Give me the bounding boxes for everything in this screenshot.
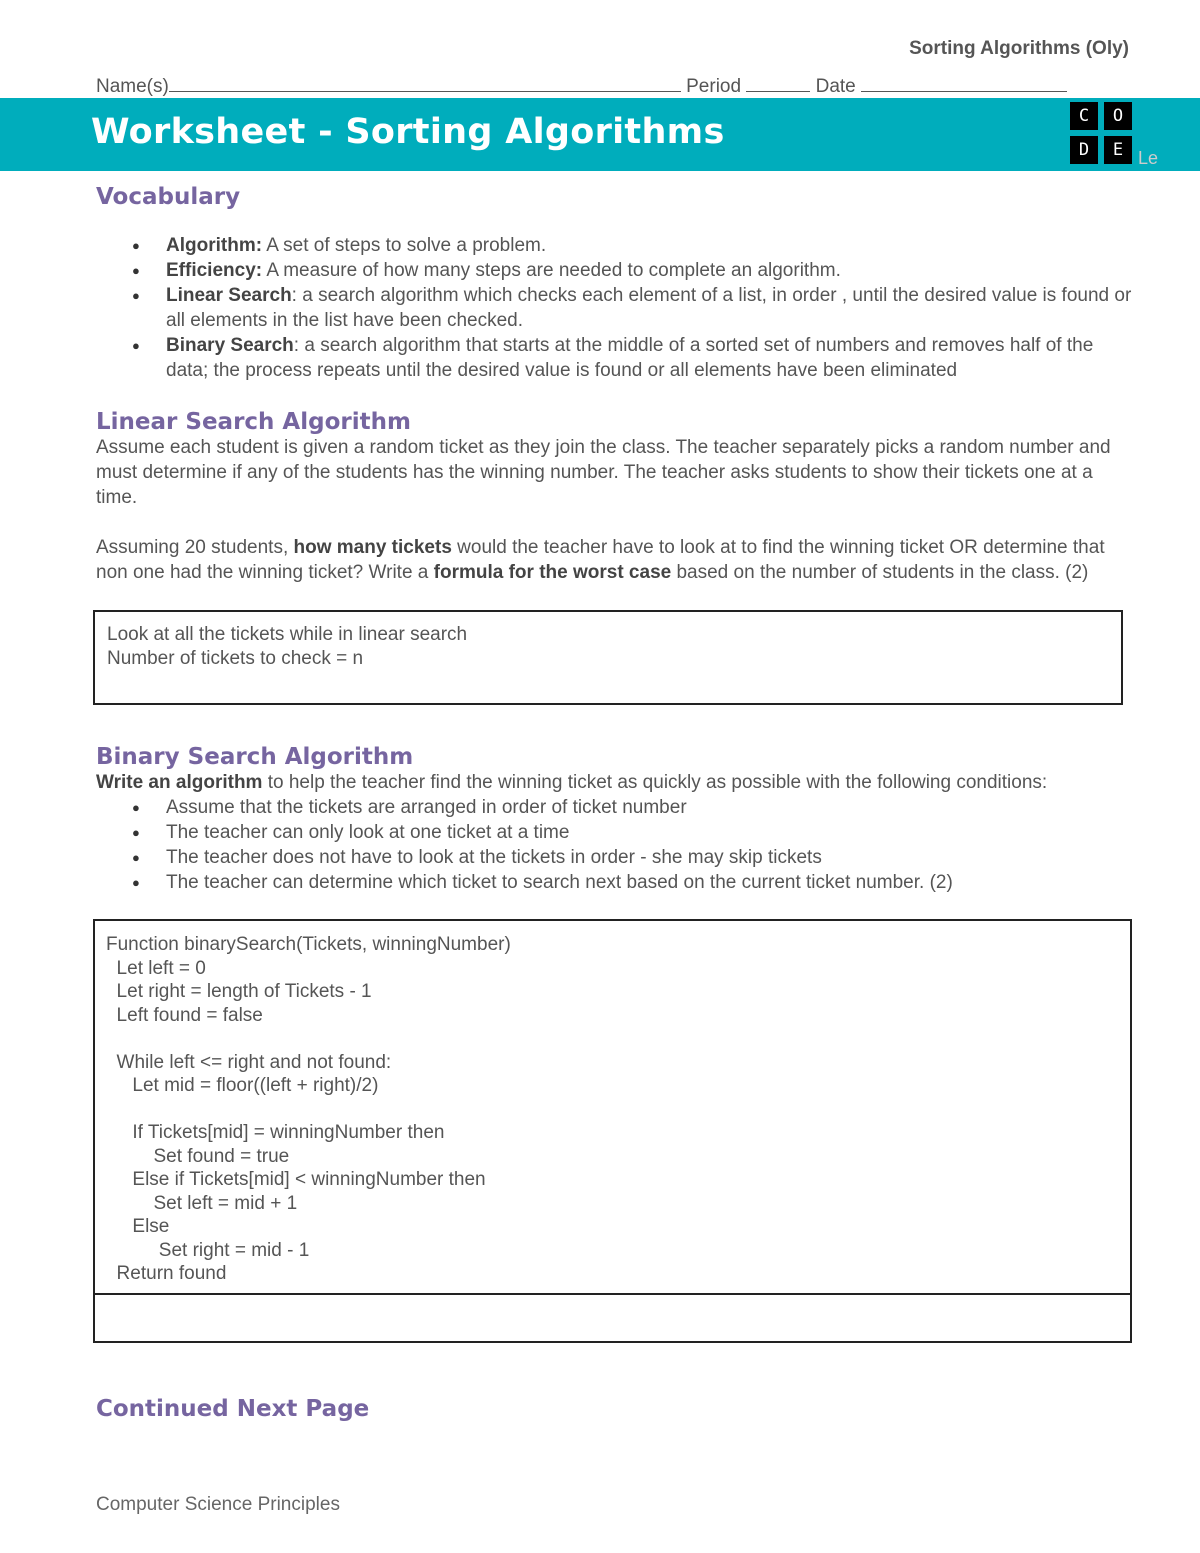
- code-line: [106, 1098, 511, 1122]
- question-text: Assuming 20 students,: [96, 537, 294, 558]
- code-line: Function binarySearch(Tickets, winningNumber): [106, 934, 511, 955]
- code-line: Else: [106, 1216, 170, 1237]
- binary-answer-box[interactable]: [93, 919, 1132, 1343]
- code-logo: [1070, 102, 1134, 166]
- vocab-term: Algorithm:: [166, 235, 263, 256]
- code-line: Set found = true: [106, 1145, 290, 1167]
- vocab-definition: A set of steps to solve a problem.: [262, 235, 547, 256]
- name-label: Name(s): [96, 76, 169, 97]
- code-line: Let left = 0: [106, 957, 206, 979]
- list-item: ● The teacher can only look at one ticket at a time: [96, 820, 1136, 845]
- code-line: If Tickets[mid] = winningNumber then: [106, 1122, 445, 1143]
- period-blank[interactable]: [746, 73, 810, 92]
- vocabulary-list: [96, 233, 1136, 383]
- question-text: based on the number of students in the class. (2): [671, 562, 1089, 583]
- name-blank[interactable]: [169, 73, 681, 92]
- box-divider: [95, 1293, 1130, 1295]
- question-text: would the teacher have to look at to find the winning ticket OR determine that non one had the winning ticket? Write a: [96, 537, 1105, 583]
- document-header: Sorting Algorithms (Oly): [909, 38, 1129, 59]
- page-footer: Computer Science Principles: [96, 1494, 340, 1515]
- code-line: Set left = mid + 1: [106, 1192, 298, 1214]
- vocab-term: Binary Search: [166, 335, 294, 356]
- continued-next-page: Continued Next Page: [96, 1396, 370, 1422]
- answer-line: Look at all the tickets while in linear search: [107, 624, 468, 645]
- logo-letter-c: C: [1070, 102, 1098, 130]
- linear-search-heading: Linear Search Algorithm: [96, 409, 411, 435]
- code-line: Else if Tickets[mid] < winningNumber then: [106, 1169, 486, 1190]
- code-line: [106, 1027, 511, 1051]
- answer-line: Number of tickets to check = n: [107, 648, 364, 669]
- logo-letter-o: O: [1104, 102, 1132, 130]
- list-item: [96, 333, 1136, 383]
- logo-letter-e: E: [1104, 136, 1132, 164]
- vocab-term: Linear Search: [166, 285, 292, 306]
- list-item: [96, 233, 1136, 258]
- list-item: ● The teacher can determine which ticket to search next based on the current ticket number. (2): [96, 870, 1136, 895]
- period-label: Period: [686, 76, 742, 97]
- title-banner: [0, 98, 1200, 171]
- binary-conditions-list: [96, 795, 1136, 895]
- question-emphasis: formula for the worst case: [433, 562, 672, 583]
- linear-search-question: [96, 535, 1126, 585]
- code-line: While left <= right and not found:: [106, 1051, 392, 1073]
- date-blank[interactable]: [861, 73, 1067, 92]
- vocabulary-heading: Vocabulary: [96, 184, 241, 210]
- code-line: Return found: [106, 1263, 227, 1284]
- list-item: ● Assume that the tickets are arranged in order of ticket number: [96, 795, 1136, 820]
- intro-text: to help the teacher find the winning ticket as quickly as possible with the following conditions:: [262, 772, 1048, 793]
- intro-emphasis: Write an algorithm: [96, 772, 263, 793]
- list-item: ● The teacher does not have to look at the tickets in order - she may skip tickets: [96, 845, 1136, 870]
- worksheet-title: Worksheet - Sorting Algorithms: [91, 112, 725, 152]
- linear-answer-box[interactable]: [93, 610, 1123, 705]
- logo-extra-text: Le: [1138, 148, 1159, 168]
- code-line: Let right = length of Tickets - 1: [106, 981, 372, 1002]
- vocab-term: Efficiency:: [166, 260, 263, 281]
- list-item: [96, 283, 1136, 333]
- binary-search-intro: [96, 770, 1126, 795]
- code-line: Let mid = floor((left + right)/2): [106, 1075, 379, 1096]
- student-info-line: [96, 73, 1067, 98]
- binary-search-heading: Binary Search Algorithm: [96, 744, 414, 770]
- date-label: Date: [815, 76, 856, 97]
- logo-letter-d: D: [1070, 136, 1098, 164]
- pseudocode-block: [106, 933, 511, 1286]
- question-emphasis: how many tickets: [293, 537, 452, 558]
- linear-search-intro: Assume each student is given a random ticket as they join the class. The teacher separately picks a random number and must determine if any of the students has the winning number. The teacher asks students to show their tickets one at a time.: [96, 437, 1111, 508]
- vocab-definition: : a search algorithm which checks each element of a list, in order , until the desired value is found or all elements in the list have been checked.: [166, 285, 1132, 331]
- list-item: [96, 258, 1136, 283]
- vocab-definition: A measure of how many steps are needed to complete an algorithm.: [262, 260, 841, 281]
- vocab-definition: : a search algorithm that starts at the middle of a sorted set of numbers and removes half of the data; the process repeats until the desired value is found or all elements have been eliminated: [166, 335, 1094, 381]
- code-line: Left found = false: [106, 1004, 263, 1026]
- code-line: Set right = mid - 1: [106, 1239, 310, 1261]
